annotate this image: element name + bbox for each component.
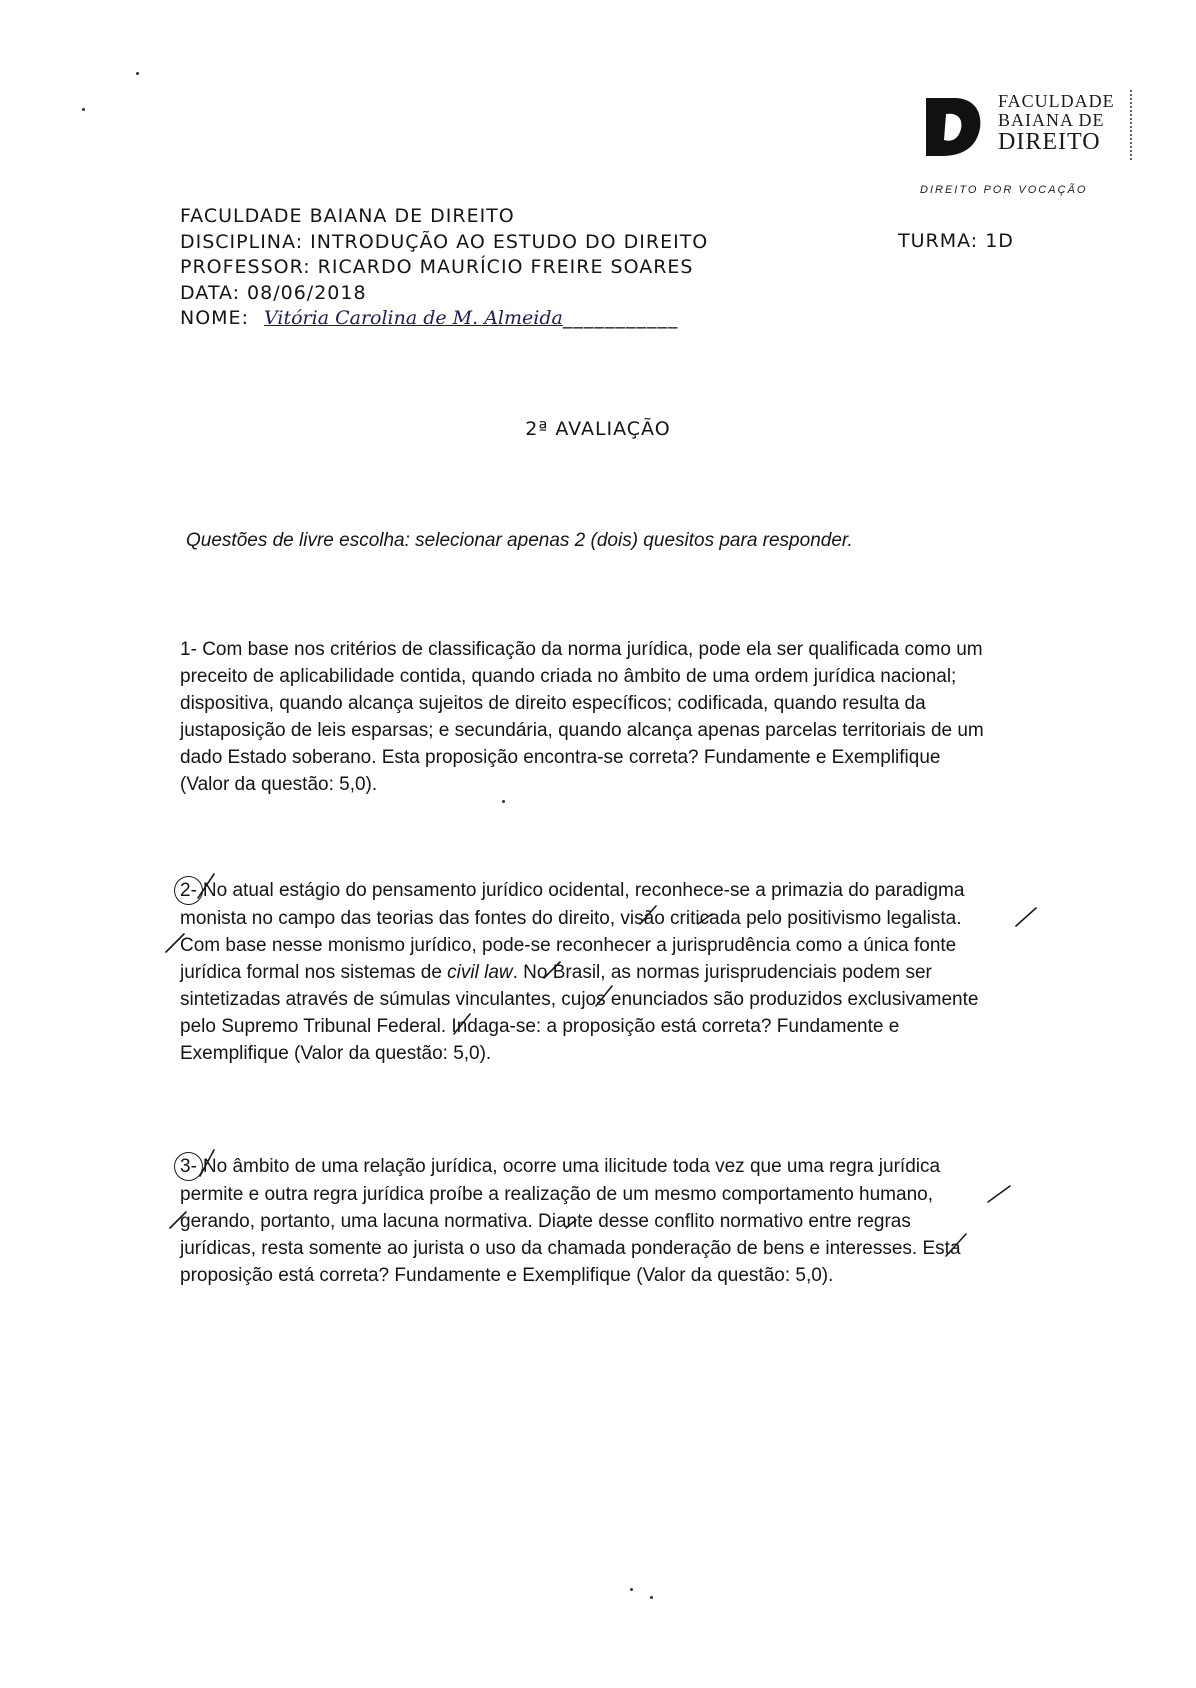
slash-mark xyxy=(698,914,712,924)
question-text: Com base nos critérios de classificação da norma jurídica, pode ela ser qualificada como um xyxy=(202,639,983,660)
civil-law-term: civil law xyxy=(447,962,513,983)
slash-mark xyxy=(640,906,656,924)
slash-mark xyxy=(1016,908,1036,926)
scan-speck xyxy=(630,1588,633,1591)
exam-title: 2ª AVALIAÇÃO xyxy=(525,418,671,440)
name-label: NOME: xyxy=(180,307,249,329)
slash-mark xyxy=(566,1220,576,1228)
logo-line-1: FACULDADE xyxy=(998,91,1115,111)
slash-mark xyxy=(166,934,184,952)
question-line: Exemplifique (Valor da questão: 5,0). xyxy=(180,1043,492,1064)
question-line: sintetizadas através de súmulas vinculantes, cujos enunciados são produzidos exclusivamente xyxy=(180,989,979,1010)
slash-mark xyxy=(170,1212,186,1228)
professor: PROFESSOR: RICARDO MAURÍCIO FREIRE SOARES xyxy=(180,256,694,278)
school-name: FACULDADE BAIANA DE DIREITO xyxy=(180,205,515,227)
slash-mark xyxy=(544,962,560,978)
question-text: jurídica formal nos sistemas de xyxy=(180,962,448,983)
class-group: TURMA: 1D xyxy=(898,230,1014,252)
slash-mark xyxy=(988,1186,1010,1202)
logo-motto: DIREITO POR VOCAÇÃO xyxy=(920,184,1088,196)
logo-line-3: DIREITO xyxy=(998,128,1101,155)
logo-line-2: BAIANA DE xyxy=(998,109,1105,130)
question-line: (Valor da questão: 5,0). xyxy=(180,774,378,795)
scan-speck xyxy=(650,1596,653,1599)
slash-mark xyxy=(946,1234,966,1256)
question-line: justaposição de leis esparsas; e secundária, quando alcança apenas parcelas territoriais de um xyxy=(180,720,984,741)
question-line: dispositiva, quando alcança sujeitos de direito específicos; codificada, quando resulta da xyxy=(180,693,926,714)
question-number-circled: 3- xyxy=(174,1152,203,1181)
exam-date: DATA: 08/06/2018 xyxy=(180,281,367,304)
slash-mark xyxy=(200,1150,214,1176)
question-line: permite e outra regra jurídica proíbe a realização de um mesmo comportamento humano, xyxy=(180,1184,933,1205)
scan-speck xyxy=(136,72,139,75)
question-line: monista no campo das teorias das fontes do direito, visão criticada pelo positivismo legalista. xyxy=(180,908,962,929)
question-text: No âmbito de uma relação jurídica, ocorre uma ilicitude toda vez que uma regra jurídica xyxy=(202,1156,941,1177)
question-line: proposição está correta? Fundamente e Exemplifique (Valor da questão: 5,0). xyxy=(180,1265,834,1286)
slash-mark xyxy=(454,1014,470,1034)
question-line: preceito de aplicabilidade contida, quando criada no âmbito de uma ordem jurídica nacional; xyxy=(180,666,957,687)
discipline: DISCIPLINA: INTRODUÇÃO AO ESTUDO DO DIREITO xyxy=(180,230,709,253)
question-line: dado Estado soberano. Esta proposição encontra-se correta? Fundamente e Exemplifique xyxy=(180,747,941,768)
scan-speck xyxy=(82,108,85,111)
scan-speck xyxy=(502,800,505,803)
name-underline: ___________ xyxy=(562,307,679,329)
student-name-handwritten: Vitória Carolina de M. Almeida xyxy=(264,307,563,329)
question-line: jurídicas, resta somente ao jurista o uso da chamada ponderação de bens e interesses. Esta xyxy=(180,1238,961,1259)
question-text: No atual estágio do pensamento jurídico ocidental, reconhece-se a primazia do paradigma xyxy=(202,880,965,901)
question-line: Com base nesse monismo jurídico, pode-se reconhecer a jurisprudência como a única fonte xyxy=(180,935,957,956)
question-text: . No Brasil, as normas jurisprudenciais podem ser xyxy=(512,962,932,983)
instruction: Questões de livre escolha: selecionar apenas 2 (dois) quesitos para responder. xyxy=(186,530,853,551)
slash-mark xyxy=(596,986,612,1006)
question-line: gerando, portanto, uma lacuna normativa. Diante desse conflito normativo entre regras xyxy=(180,1211,911,1232)
slash-mark xyxy=(198,874,214,898)
question-line: pelo Supremo Tribunal Federal. Indaga-se: a proposição está correta? Fundamente e xyxy=(180,1016,900,1037)
question-number-circled: 2- xyxy=(174,876,203,905)
question-number: 1- xyxy=(180,639,197,660)
